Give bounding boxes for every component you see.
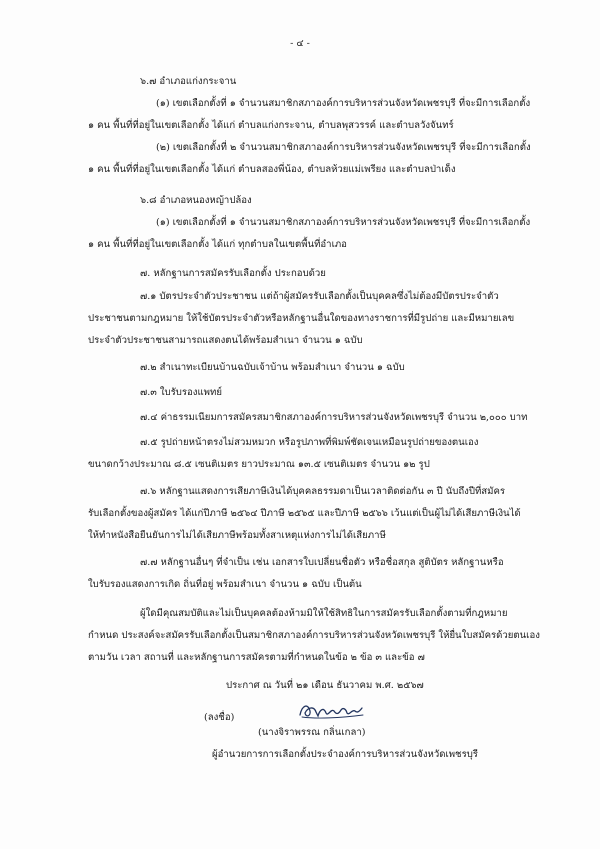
signer-title: ผู้อำนวยการการเลือกตั้งประจำองค์การบริหารส่วนจังหวัดเพชรบุรี bbox=[212, 749, 478, 760]
item-7-7-line-2: ใบรับรองแสดงการเกิด ถิ่นที่อยู่ พร้อมสำเนา จำนวน ๑ ฉบับ เป็นต้น bbox=[88, 579, 362, 590]
section-6-8-item-1-line-2: ๑ คน พื้นที่ที่อยู่ในเขตเลือกตั้ง ได้แก่ ทุกตำบลในเขตพื้นที่อำเภอ bbox=[88, 239, 347, 250]
item-7-5-line-2: ขนาดกว้างประมาณ ๘.๕ เซนติเมตร ยาวประมาณ ๑๓.๕ เซนติเมตร จำนวน ๑๒ รูป bbox=[88, 459, 430, 470]
item-7-6-line-2: รับเลือกตั้งของผู้สมัคร ได้แก่ปีภาษี ๒๕๖๔ ปีภาษี ๒๕๖๕ และปีภาษี ๒๕๖๖ เว้นแต่เป็นผู้ไม่ได้เสียภาษีเงินได้ bbox=[88, 508, 521, 519]
section-6-7-item-1-line-2: ๑ คน พื้นที่ที่อยู่ในเขตเลือกตั้ง ได้แก่ ตำบลแก่งกระจาน, ตำบลพุสวรรค์ และตำบลวังจันทร์ bbox=[88, 120, 454, 131]
handwritten-signature bbox=[296, 697, 366, 723]
item-7-1-line-1: ๗.๑ บัตรประจำตัวประชาชน แต่ถ้าผู้สมัครรับเลือกตั้งเป็นบุคคลซึ่งไม่ต้องมีบัตรประจำตัว bbox=[140, 291, 499, 302]
section-6-7-item-2-line-2: ๑ คน พื้นที่ที่อยู่ในเขตเลือกตั้ง ได้แก่ ตำบลสองพี่น้อง, ตำบลห้วยแม่เพรียง และตำบลป่าเด็ง bbox=[88, 164, 456, 175]
item-7-6-line-3: ให้ทำหนังสือยืนยันการไม่ได้เสียภาษีพร้อมทั้งสาเหตุแห่งการไม่ได้เสียภาษี bbox=[88, 530, 386, 541]
closing-line-1: ผู้ใดมีคุณสมบัติและไม่เป็นบุคคลต้องห้ามมิให้ใช้สิทธิในการสมัครรับเลือกตั้งตามที่กฎหมาย bbox=[140, 608, 508, 619]
closing-line-3: ตามวัน เวลา สถานที่ และหลักฐานการสมัครตามที่กำหนดในข้อ ๒ ข้อ ๓ และข้อ ๗ bbox=[88, 652, 425, 663]
section-6-8-heading: ๖.๘ อำเภอหนองหญ้าปล้อง bbox=[140, 195, 252, 206]
item-7-1-line-3: ประจำตัวประชาชนสามารถแสดงตนได้พร้อมสำเนา จำนวน ๑ ฉบับ bbox=[88, 335, 363, 346]
section-6-7-item-2-line-1: (๒) เขตเลือกตั้งที่ ๒ จำนวนสมาชิกสภาองค์การบริหารส่วนจังหวัดเพชรบุรี ที่จะมีการเลือกตั้ง bbox=[156, 142, 531, 153]
item-7-3: ๗.๓ ใบรับรองแพทย์ bbox=[140, 387, 222, 398]
section-6-8-item-1-line-1: (๑) เขตเลือกตั้งที่ ๑ จำนวนสมาชิกสภาองค์การบริหารส่วนจังหวัดเพชรบุรี ที่จะมีการเลือกตั้ง bbox=[156, 217, 531, 228]
section-6-7-heading: ๖.๗ อำเภอแก่งกระจาน bbox=[140, 76, 237, 87]
section-7-heading: ๗. หลักฐานการสมัครรับเลือกตั้ง ประกอบด้วย bbox=[140, 268, 326, 279]
item-7-5-line-1: ๗.๕ รูปถ่ายหน้าตรงไม่สวมหมวก หรือรูปภาพที่พิมพ์ชัดเจนเหมือนรูปถ่ายของตนเอง bbox=[140, 437, 479, 448]
item-7-7-line-1: ๗.๗ หลักฐานอื่นๆ ที่จำเป็น เช่น เอกสารใบเปลี่ยนชื่อตัว หรือชื่อสกุล สูติบัตร หลักฐานหรือ bbox=[140, 557, 504, 568]
item-7-4: ๗.๔ ค่าธรรมเนียมการสมัครสมาชิกสภาองค์การบริหารส่วนจังหวัดเพชรบุรี จำนวน ๒,๐๐๐ บาท bbox=[140, 412, 528, 423]
item-7-2: ๗.๒ สำเนาทะเบียนบ้านฉบับเจ้าบ้าน พร้อมสำเนา จำนวน ๑ ฉบับ bbox=[140, 362, 405, 373]
item-7-1-line-2: ประชาชนตามกฎหมาย ให้ใช้บัตรประจำตัวหรือหลักฐานอื่นใดของทางราชการที่มีรูปถ่าย และมีหมายเลข bbox=[88, 313, 515, 324]
announcement-date: ประกาศ ณ วันที่ ๒๑ เดือน ธันวาคม พ.ศ. ๒๕๖๗ bbox=[226, 680, 424, 691]
signature-label: (ลงชื่อ) bbox=[204, 712, 235, 723]
signer-name: (นางจิราพรรณ กลิ่นเกลา) bbox=[258, 727, 366, 738]
closing-line-2: กำหนด ประสงค์จะสมัครรับเลือกตั้งเป็นสมาชิกสภาองค์การบริหารส่วนจังหวัดเพชรบุรี ให้ยื่นใบสมัครด้วยตนเอง bbox=[88, 630, 540, 641]
item-7-6-line-1: ๗.๖ หลักฐานแสดงการเสียภาษีเงินได้บุคคลธรรมดาเป็นเวลาติดต่อกัน ๓ ปี นับถึงปีที่สมัคร bbox=[140, 486, 506, 497]
page-number: - ๔ - bbox=[290, 38, 310, 49]
section-6-7-item-1-line-1: (๑) เขตเลือกตั้งที่ ๑ จำนวนสมาชิกสภาองค์การบริหารส่วนจังหวัดเพชรบุรี ที่จะมีการเลือกตั้ง bbox=[156, 98, 531, 109]
